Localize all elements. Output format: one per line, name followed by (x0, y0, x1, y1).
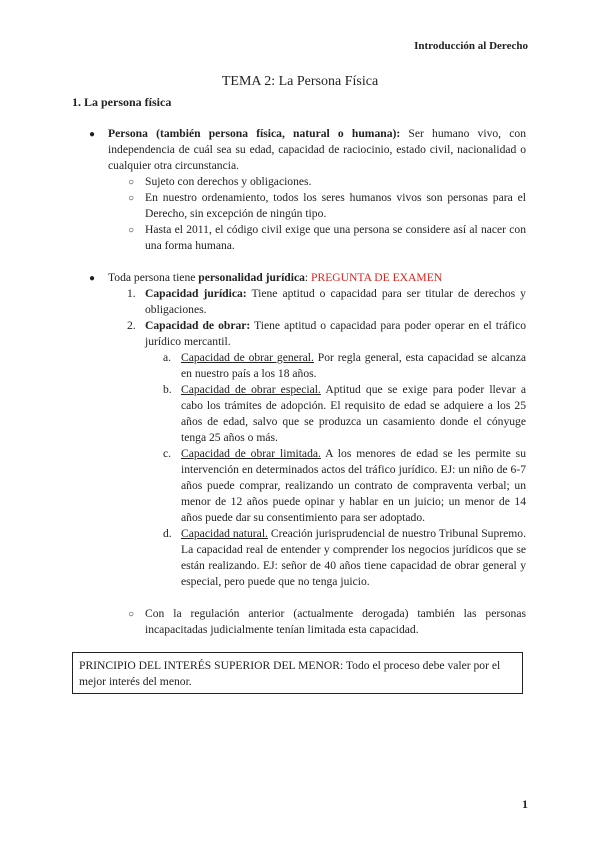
circle-bullet-icon: ○ (128, 193, 135, 204)
letter-item (181, 526, 526, 590)
definition-persona (108, 126, 526, 174)
principle-box: PRINCIPIO DEL INTERÉS SUPERIOR DEL MENOR: Todo el proceso debe valer por el mejor interés del menor. (72, 652, 523, 694)
personalidad-line (108, 270, 526, 286)
running-header: Introducción al Derecho (414, 40, 528, 52)
bullet-dot-icon: ● (89, 273, 96, 284)
list-letter: c. (163, 447, 172, 460)
letter-text: Por regla general, esta capacidad se alcanza en nuestro país a los 18 años. (181, 351, 526, 380)
circle-bullet-icon: ○ (128, 225, 135, 236)
letter-term: Capacidad natural. (181, 527, 268, 540)
list-letter: d. (163, 527, 172, 540)
letter-text: Creación jurisprudencial de nuestro Tribunal Supremo. La capacidad real de entender y comprender los negocios jurídicos que se están realizando. EJ: señor de 40 años tiene capacidad de obrar general y especial, pero puede que no tenga juicio. (181, 527, 526, 588)
sub-item: Hasta el 2011, el código civil exige que una persona se considere así al nacer con una forma humana. (145, 223, 526, 252)
definition-text: Ser humano vivo, con independencia de cuál sea su edad, capacidad de raciocinio, estado civil, nacionalidad o cualquier otra circunstancia. (108, 127, 526, 172)
term-personalidad: personalidad jurídica (198, 271, 305, 284)
circle-bullet-icon: ○ (128, 609, 135, 620)
section-heading: 1. La persona física (72, 95, 172, 109)
list-number: 1. (127, 287, 136, 300)
letter-item (181, 382, 526, 446)
letter-text: Aptitud que se exige para poder llevar a cabo los trámites de adopción. El requisito de edad se adquiere a los 25 años de edad, salvo que se produzca un casamiento donde el cónyuge tenga 25 años o más. (181, 383, 526, 444)
term-persona: Persona (también persona física, natural o humana): (108, 127, 401, 140)
circle-bullet-icon: ○ (128, 177, 135, 188)
text-sep: : (304, 271, 312, 284)
term-capacidad-obrar: Capacidad de obrar: (145, 319, 251, 332)
bullet-dot-icon: ● (89, 129, 96, 140)
letter-item (181, 350, 526, 382)
letter-term: Capacidad de obrar general. (181, 351, 314, 364)
sub-item: En nuestro ordenamiento, todos los seres humanos vivos son personas para el Derecho, sin excepción de ningún tipo. (145, 191, 526, 220)
sub-item: Con la regulación anterior (actualmente derogada) también las personas incapacitadas judicialmente tenían limitada esta capacidad. (145, 607, 526, 636)
exam-question-label: PREGUNTA DE EXAMEN (311, 271, 443, 284)
page-number: 1 (522, 797, 528, 811)
letter-term: Capacidad de obrar limitada. (181, 447, 321, 460)
capacidad-juridica (145, 286, 526, 318)
letter-text: A los menores de edad se les permite su intervención en determinados actos del tráfico jurídico. EJ: un niño de 6-7 años puede comprar, realizando un contrato de compraventa verbal; un menor de 12 años puede opinar y hablar en un juicio; un menor de 14 años puede dar su consentimiento para ser adoptado. (181, 447, 526, 524)
list-letter: b. (163, 383, 172, 396)
list-number: 2. (127, 319, 136, 332)
letter-term: Capacidad de obrar especial. (181, 383, 321, 396)
term-capacidad-juridica: Capacidad jurídica: (145, 287, 247, 300)
letter-item (181, 446, 526, 526)
list-letter: a. (163, 351, 172, 364)
capacidad-obrar-text: Tiene aptitud o capacidad para poder operar en el tráfico jurídico mercantil. (145, 319, 526, 348)
text-pre: Toda persona tiene (108, 271, 199, 284)
page-title: TEMA 2: La Persona Física (221, 74, 379, 89)
sub-item: Sujeto con derechos y obligaciones. (145, 175, 312, 188)
capacidad-obrar (145, 318, 526, 350)
capacidad-juridica-text: Tiene aptitud o capacidad para ser titular de derechos y obligaciones. (145, 287, 526, 316)
